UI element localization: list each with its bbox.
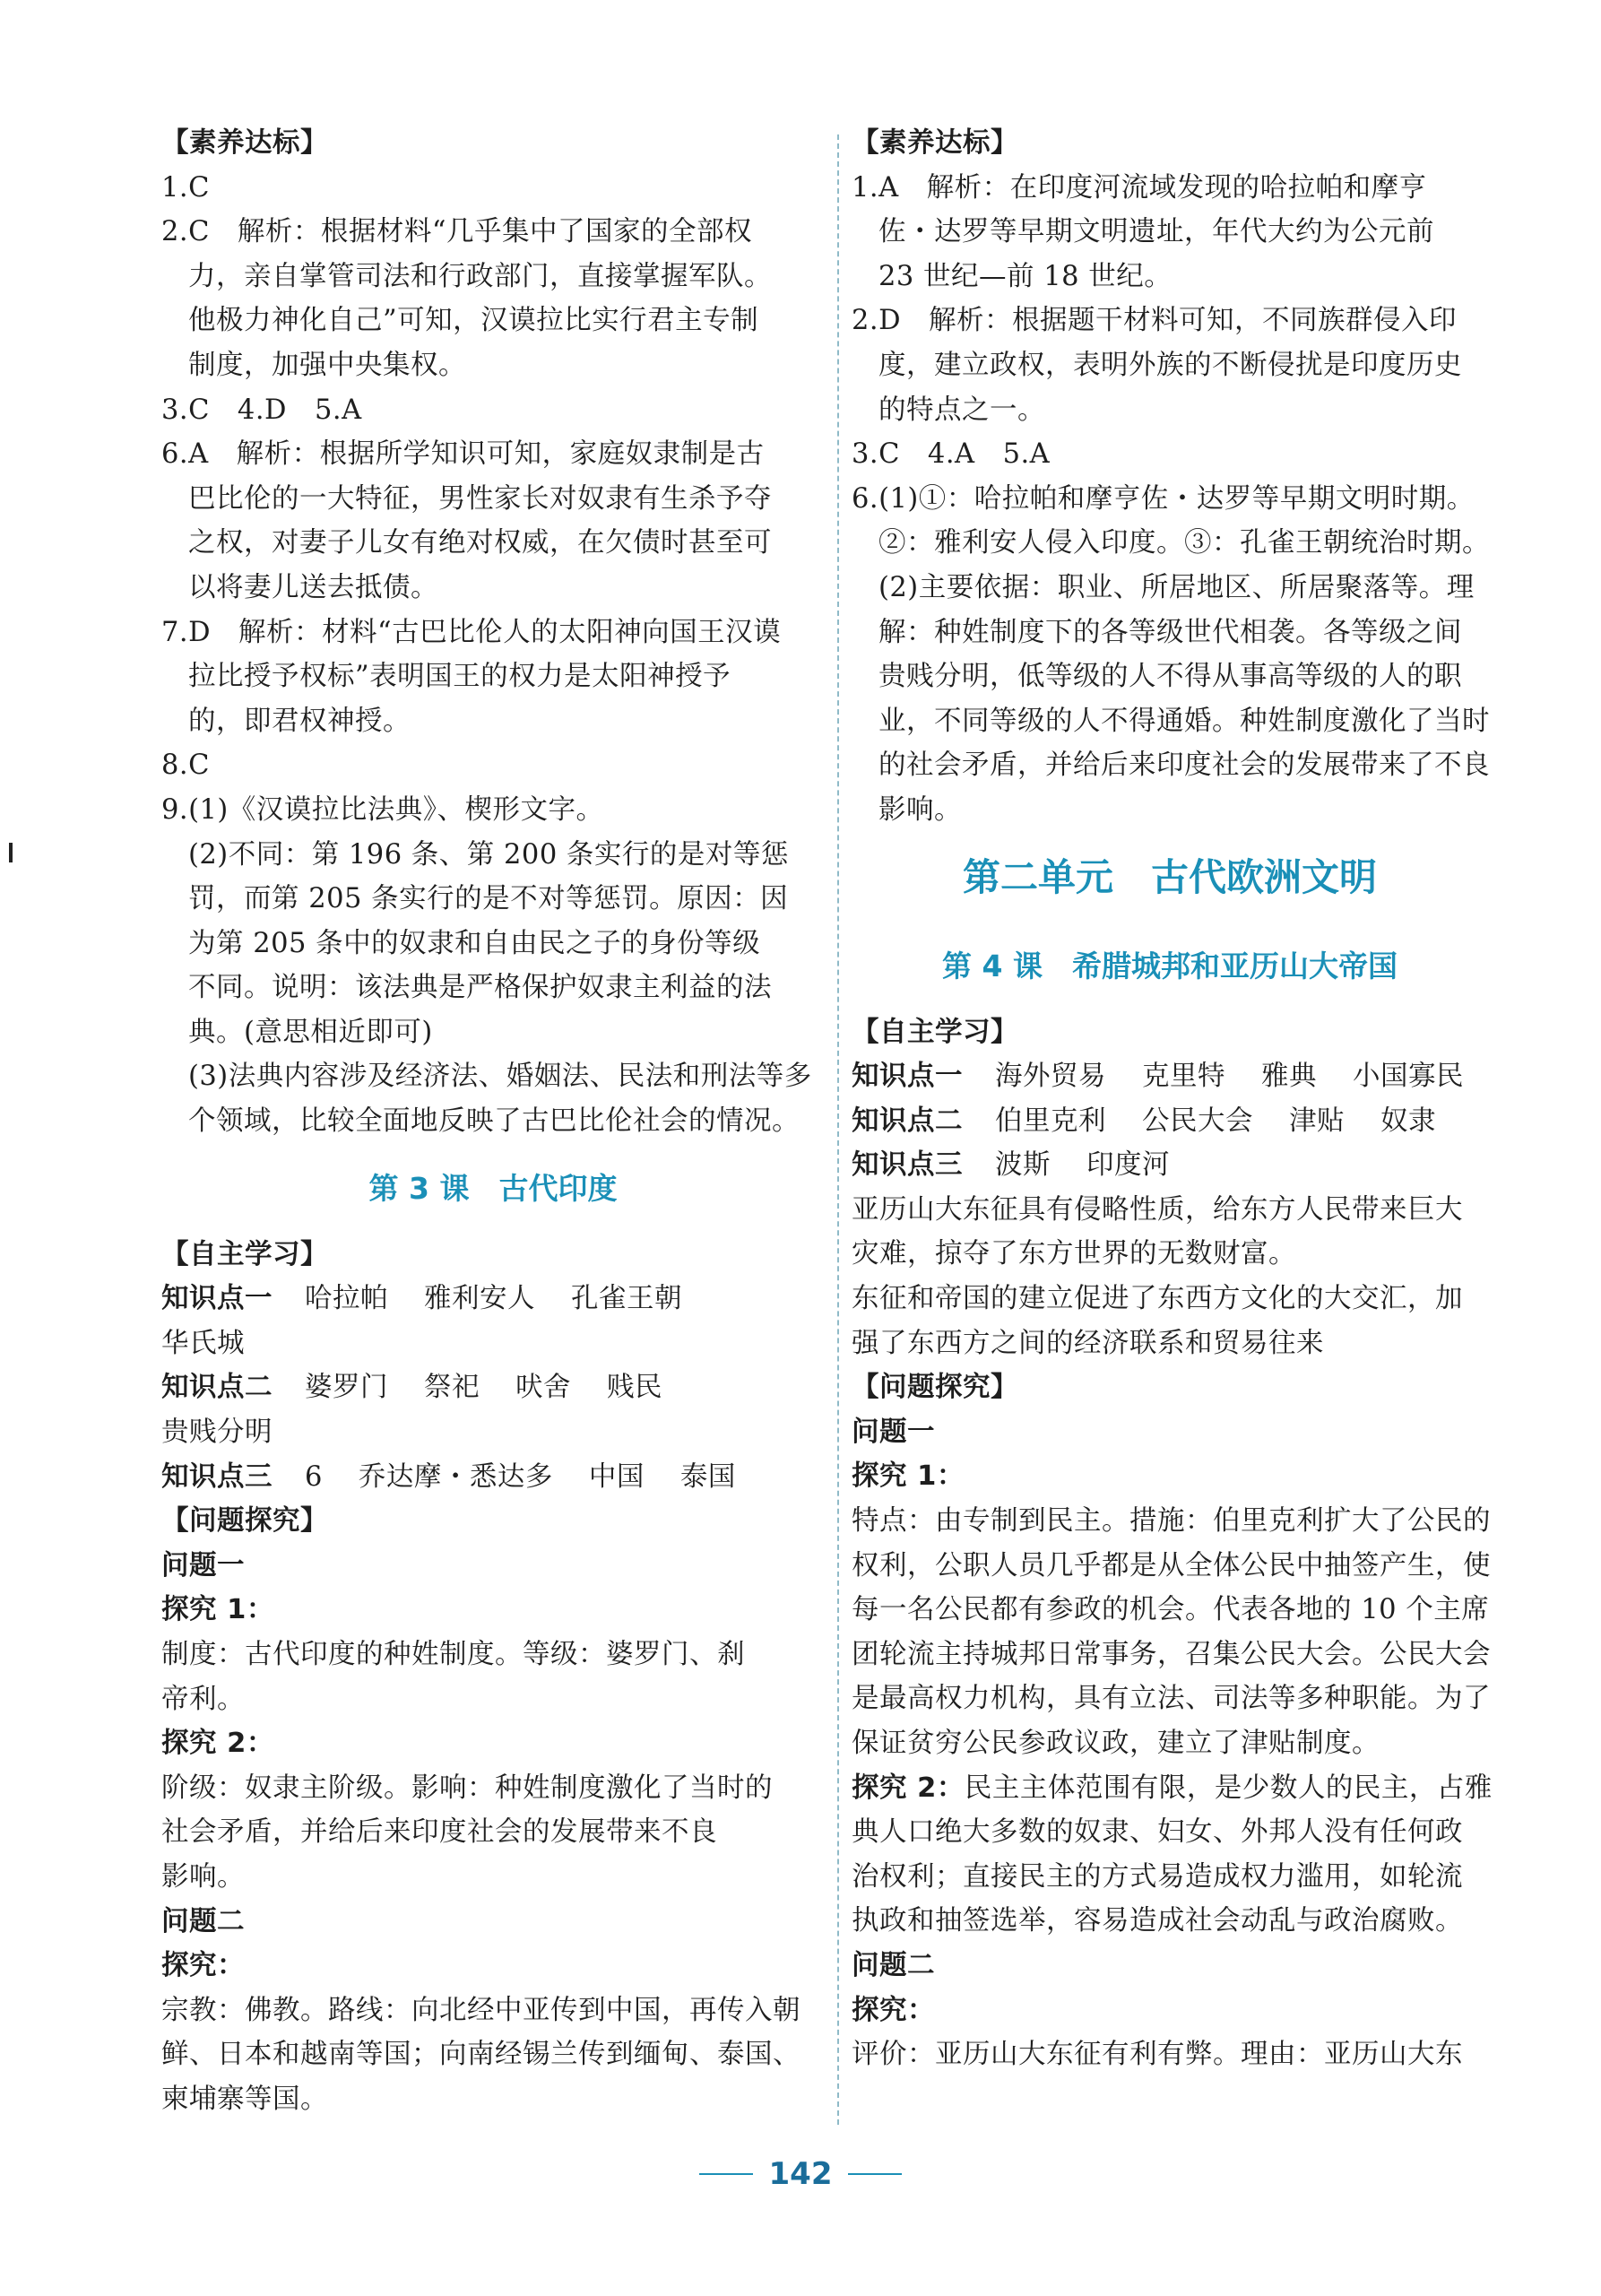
kp-label: 知识点三: [852, 1149, 963, 1182]
footer-rule-right: [848, 2173, 902, 2175]
section-header: 【素养达标】: [161, 127, 328, 159]
section-header: 【自主学习】: [161, 1238, 328, 1270]
inquiry-text: 柬埔寨等国。: [161, 2083, 328, 2115]
answer-6-line: 6.(1)①：哈拉帕和摩亨佐・达罗等早期文明时期。: [852, 482, 1475, 515]
left-column: [161, 121, 825, 2122]
answer-9-line: 典。(意思相近即可): [188, 1016, 433, 1048]
inquiry-text: 民主主体范围有限，是少数人的民主，占雅: [964, 1772, 1493, 1804]
answer-1-line: 佐・达罗等早期文明遗址，年代大约为公元前: [878, 216, 1434, 248]
inquiry-text: 宗教：佛教。路线：向北经中亚传到中国，再传入朝: [161, 1994, 800, 2026]
question-heading: 问题一: [161, 1549, 245, 1581]
kp-term: 雅典: [1261, 1061, 1317, 1093]
answer-2-line: 的特点之一。: [878, 394, 1045, 426]
kp-term: 雅利安人: [424, 1283, 535, 1315]
question-heading: 问题二: [161, 1905, 245, 1937]
answer-6-line: 巴比伦的一大特征，男性家长对奴隶有生杀予夺: [188, 482, 772, 515]
section-header: 【问题探究】: [852, 1372, 1018, 1404]
kp-term: 小国寡民: [1353, 1061, 1464, 1093]
paragraph: 灾难，掠夺了东方世界的无数财富。: [852, 1238, 1296, 1270]
answer-2-line: 2.D 解析：根据题干材料可知，不同族群侵入印: [852, 305, 1458, 337]
question-heading: 问题二: [852, 1949, 935, 1981]
answer-3-5: 3.C 4.A 5.A: [852, 438, 1051, 471]
kp-term: 婆罗门: [305, 1372, 388, 1404]
answer-9-line: 不同。说明：该法典是严格保护奴隶主利益的法: [188, 972, 772, 1004]
kp-term: 吠舍: [515, 1372, 571, 1404]
inquiry-label: 探究：: [161, 1950, 245, 1982]
paragraph: 强了东西方之间的经济联系和贸易往来: [852, 1327, 1324, 1359]
knowledge-point-3: [161, 1455, 825, 1500]
answer-6-line: 的社会矛盾，并给后来印度社会的发展带来了不良: [878, 749, 1490, 782]
kp-term: 波斯: [995, 1149, 1051, 1182]
answer-6-line: (2)主要依据：职业、所居地区、所居聚落等。理: [878, 571, 1475, 603]
kp-term: 哈拉帕: [305, 1283, 388, 1315]
kp-term: 乔达摩・悉达多: [358, 1460, 553, 1493]
answer-3-5: 3.C 4.D 5.A: [161, 394, 362, 426]
answer-2-line: 度，建立政权，表明外族的不断侵扰是印度历史: [878, 349, 1462, 381]
answer-6-line: 影响。: [878, 793, 962, 826]
inquiry-text: 权利，公职人员几乎都是从全体公民中抽签产生，使: [852, 1549, 1491, 1581]
inquiry-label: 探究：: [852, 1994, 935, 2026]
kp-term: 中国: [588, 1460, 645, 1493]
answer-2-line: 2.C 解析：根据材料“几乎集中了国家的全部权: [161, 216, 753, 248]
inquiry-label: 探究 2：: [852, 1772, 965, 1804]
kp-term: 海外贸易: [995, 1061, 1106, 1093]
inquiry-text: 帝利。: [161, 1683, 245, 1715]
paragraph: 亚历山大东征具有侵略性质，给东方人民带来巨大: [852, 1193, 1463, 1226]
right-column: [852, 121, 1493, 2077]
knowledge-point-1: [852, 1054, 1488, 1099]
inquiry-label: 探究 2：: [161, 1728, 274, 1760]
answer-6-line: ②：雅利安人侵入印度。③：孔雀王朝统治时期。: [878, 527, 1490, 559]
answer-1: 1.C: [161, 171, 210, 204]
inquiry-label: 探究 1：: [161, 1594, 274, 1626]
inquiry-text: 是最高权力机构，具有立法、司法等多种职能。为了: [852, 1683, 1491, 1715]
kp-term: 祭祀: [424, 1372, 480, 1404]
inquiry-2-first-line: [852, 1766, 1493, 1811]
answer-9-line: 9.(1)《汉谟拉比法典》、楔形文字。: [161, 793, 604, 826]
answer-7-line: 拉比授予权标”表明国王的权力是太阳神授予: [188, 661, 731, 693]
answer-9-line: 个领域，比较全面地反映了古巴比伦社会的情况。: [188, 1105, 800, 1138]
question-heading: 问题一: [852, 1416, 935, 1448]
kp-term: 克里特: [1142, 1061, 1225, 1093]
knowledge-point-2: [161, 1365, 825, 1410]
inquiry-text: 治权利；直接民主的方式易造成权力滥用，如轮流: [852, 1860, 1463, 1893]
knowledge-point-1: [161, 1277, 825, 1321]
knowledge-point-2: [852, 1099, 1488, 1144]
kp-term: 6: [305, 1460, 323, 1493]
answer-6-line: 解：种姓制度下的各等级世代相袭。各等级之间: [878, 616, 1462, 648]
section-header: 【问题探究】: [161, 1505, 328, 1538]
inquiry-text: 执政和抽签选举，容易造成社会动乱与政治腐败。: [852, 1905, 1463, 1937]
kp-term: 津贴: [1289, 1105, 1345, 1137]
kp-continuation: 贵贱分明: [161, 1417, 273, 1449]
footer-rule-left: [699, 2173, 753, 2175]
answer-1-line: 23 世纪—前 18 世纪。: [878, 260, 1173, 292]
lesson-title: 第 3 课 古代印度: [368, 1170, 618, 1206]
answer-6-line: 业，不同等级的人不得通婚。种姓制度激化了当时: [878, 705, 1490, 737]
kp-label: 知识点一: [852, 1061, 963, 1093]
inquiry-text: 鲜、日本和越南等国；向南经锡兰传到缅甸、泰国、: [161, 2039, 800, 2071]
column-divider: [837, 134, 839, 2125]
kp-term: 伯里克利: [995, 1105, 1106, 1137]
lesson-title: 第 4 课 希腊城邦和亚历山大帝国: [942, 948, 1398, 983]
answer-7-line: 7.D 解析：材料“古巴比伦人的太阳神向国王汉谟: [161, 616, 782, 648]
answer-9-line: 罚，而第 205 条实行的是不对等惩罚。原因：因: [188, 883, 789, 915]
inquiry-text: 特点：由专制到民主。措施：伯里克利扩大了公民的: [852, 1505, 1491, 1538]
kp-term: 奴隶: [1380, 1105, 1436, 1137]
kp-term: 印度河: [1086, 1149, 1170, 1182]
inquiry-text: 阶级：奴隶主阶级。影响：种姓制度激化了当时的: [161, 1772, 773, 1804]
inquiry-text: 社会矛盾，并给后来印度社会的发展带来不良: [161, 1816, 717, 1849]
answer-9-line: 为第 205 条中的奴隶和自由民之子的身份等级: [188, 927, 761, 959]
inquiry-text: 每一名公民都有参政的机会。代表各地的 10 个主席: [852, 1594, 1490, 1626]
answer-1-line: 1.A 解析：在印度河流域发现的哈拉帕和摩亨: [852, 171, 1427, 204]
page-number: 142: [768, 2156, 833, 2192]
kp-term: 贱民: [607, 1372, 662, 1404]
section-header: 【自主学习】: [852, 1016, 1018, 1048]
inquiry-text: 制度：古代印度的种姓制度。等级：婆罗门、刹: [161, 1639, 745, 1670]
answer-8: 8.C: [161, 749, 210, 782]
inquiry-text: 典人口绝大多数的奴隶、妇女、外邦人没有任何政: [852, 1816, 1463, 1849]
kp-continuation: 华氏城: [161, 1327, 245, 1359]
inquiry-text: 影响。: [161, 1860, 245, 1893]
kp-label: 知识点一: [161, 1283, 273, 1315]
answer-6-line: 贵贱分明，低等级的人不得从事高等级的人的职: [878, 661, 1462, 693]
kp-term: 公民大会: [1142, 1105, 1253, 1137]
kp-label: 知识点二: [852, 1105, 963, 1137]
inquiry-label: 探究 1：: [852, 1460, 965, 1493]
inquiry-text: 团轮流主持城邦日常事务，召集公民大会。公民大会: [852, 1638, 1491, 1670]
answer-6-line: 以将妻儿送去抵债。: [188, 571, 438, 603]
answer-9-line: (2)不同：第 196 条、第 200 条实行的是对等惩: [188, 838, 789, 871]
unit-title: 第二单元 古代欧洲文明: [962, 854, 1377, 899]
inquiry-text: 保证贫穷公民参政议政，建立了津贴制度。: [852, 1728, 1380, 1759]
answer-7-line: 的，即君权神授。: [188, 705, 411, 737]
kp-label: 知识点二: [161, 1372, 273, 1404]
section-header: 【素养达标】: [852, 127, 1018, 159]
kp-term: 孔雀王朝: [571, 1283, 682, 1315]
answer-9-line: (3)法典内容涉及经济法、婚姻法、民法和刑法等多: [188, 1061, 812, 1093]
answer-6-line: 之权，对妻子儿女有绝对权威，在欠债时甚至可: [188, 527, 772, 559]
answer-2-line: 力，亲自掌管司法和行政部门，直接掌握军队。: [188, 260, 772, 292]
answer-2-line: 制度，加强中央集权。: [188, 349, 466, 381]
page-number-footer: [0, 2156, 1601, 2192]
kp-label: 知识点三: [161, 1460, 273, 1493]
answer-6-line: 6.A 解析：根据所学知识可知，家庭奴隶制是古: [161, 438, 765, 471]
knowledge-point-3: [852, 1143, 1488, 1188]
kp-term: 泰国: [679, 1460, 736, 1493]
paragraph: 东征和帝国的建立促进了东西方文化的大交汇，加: [852, 1283, 1463, 1315]
margin-mark: [9, 843, 13, 862]
inquiry-text: 评价：亚历山大东征有利有弊。理由：亚历山大东: [852, 2039, 1463, 2071]
answer-2-line: 他极力神化自己”可知，汉谟拉比实行君主专制: [188, 305, 759, 337]
